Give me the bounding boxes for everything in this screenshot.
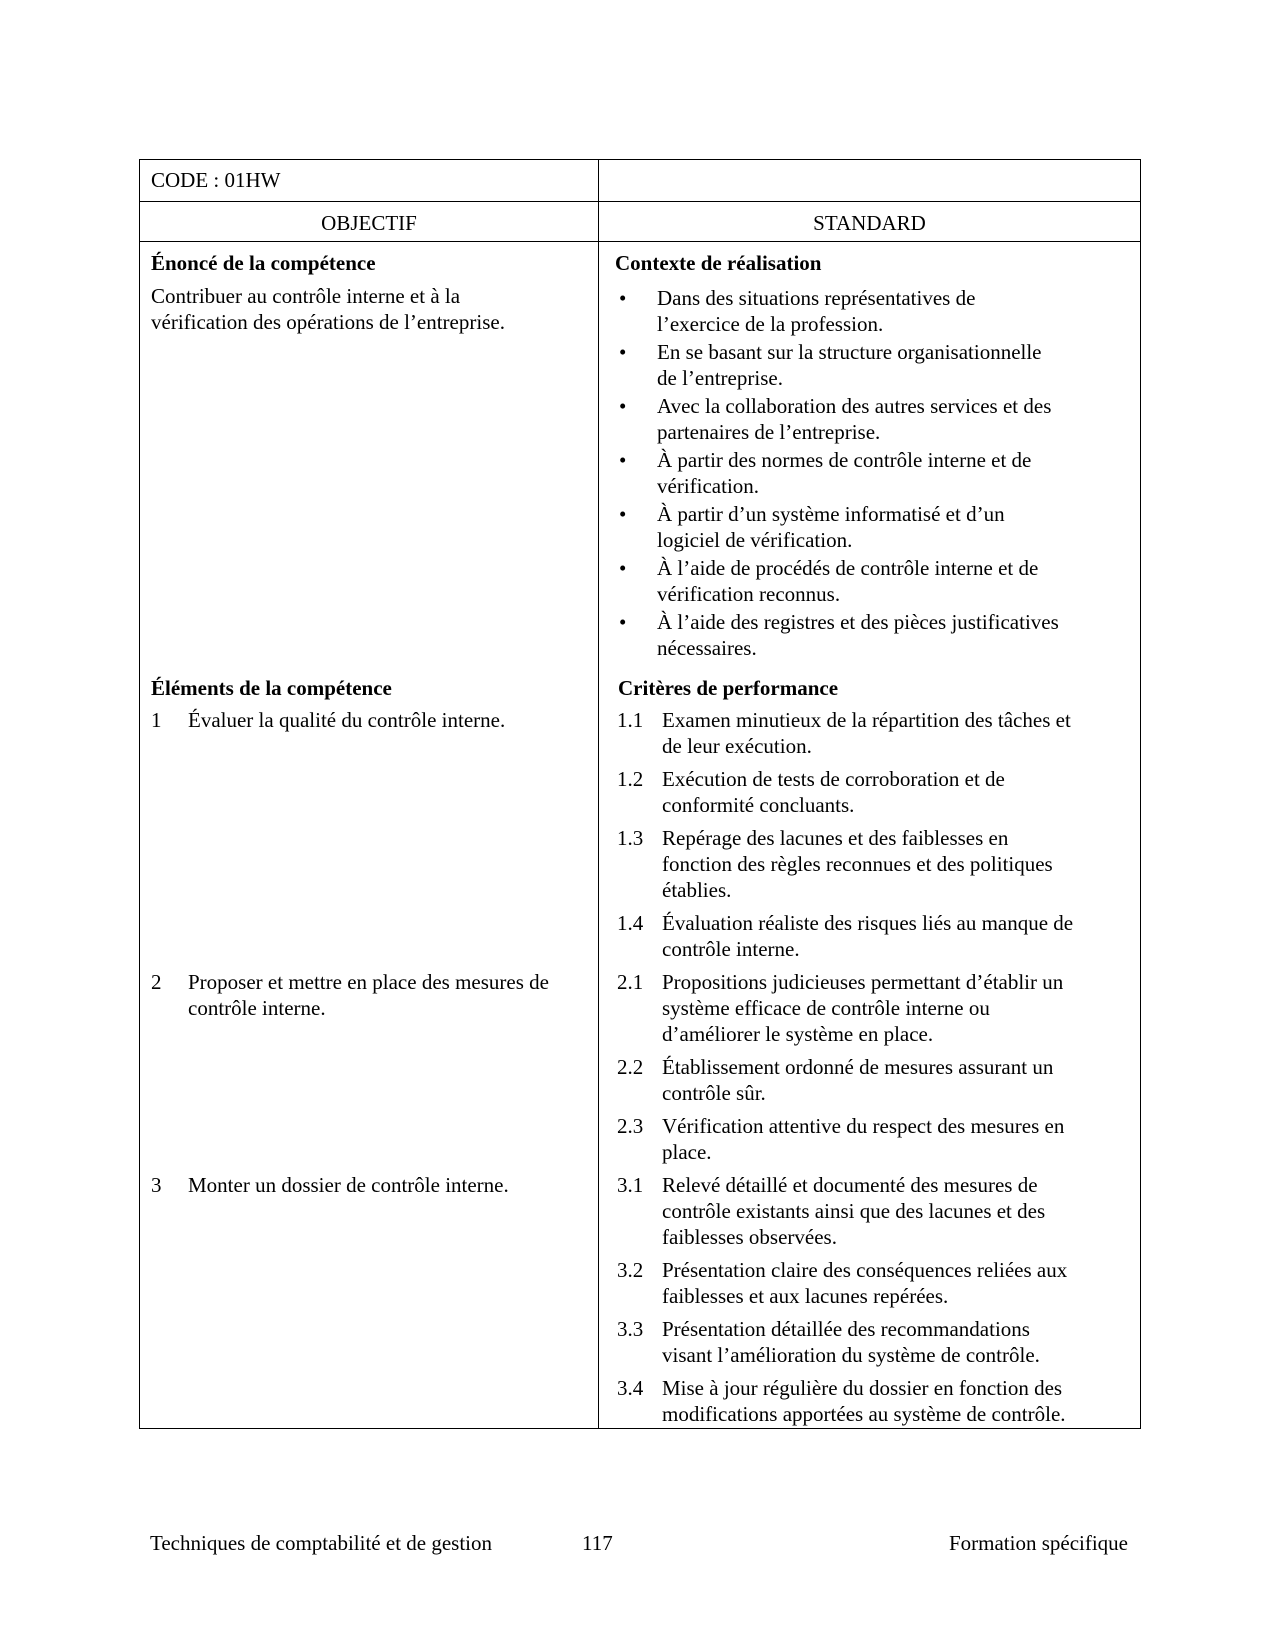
contexte-line: À partir d’un système informatisé et d’un [657, 502, 1005, 526]
criterion-number: 3.4 [617, 1376, 644, 1400]
enonce-block [151, 250, 588, 675]
criterion-line: faiblesses et aux lacunes repérées. [662, 1284, 949, 1308]
contexte-line: Avec la collaboration des autres services et des [657, 394, 1052, 418]
criterion-line: conformité concluants. [662, 793, 855, 817]
bullet: • [619, 448, 627, 472]
criterion-line: place. [662, 1140, 712, 1164]
element-number: 1 [151, 708, 162, 732]
criterion-line: Mise à jour régulière du dossier en fonction des [662, 1376, 1063, 1400]
criterion-line: contrôle interne. [662, 937, 800, 961]
element-3 [151, 1172, 588, 1198]
bullet: • [619, 286, 627, 310]
criterion [615, 1257, 1128, 1309]
contexte-line: de l’entreprise. [657, 366, 783, 390]
criteria-group-2 [615, 969, 1128, 1172]
contexte-line: vérification. [657, 474, 760, 498]
contexte-line: En se basant sur la structure organisationnelle [657, 340, 1042, 364]
criterion-number: 1.4 [617, 911, 644, 935]
contexte-item [615, 447, 1128, 499]
criterion-line: Relevé détaillé et documenté des mesures de [662, 1173, 1038, 1197]
enonce-heading: Énoncé de la compétence [151, 251, 376, 275]
criterion-line: établies. [662, 878, 732, 902]
contexte-line: À partir des normes de contrôle interne et de [657, 448, 1032, 472]
contexte-line: partenaires de l’entreprise. [657, 420, 881, 444]
code-label: CODE : 01HW [151, 168, 281, 192]
criterion [615, 1054, 1128, 1106]
contexte-heading: Contexte de réalisation [615, 251, 822, 275]
criterion-line: Repérage des lacunes et des faiblesses en [662, 826, 1009, 850]
criterion-line: contrôle sûr. [662, 1081, 766, 1105]
bullet: • [619, 502, 627, 526]
element-number: 3 [151, 1173, 162, 1197]
criterion-line: visant l’amélioration du système de contrôle. [662, 1343, 1040, 1367]
contexte-item [615, 339, 1128, 391]
criteria-group-3 [615, 1172, 1128, 1427]
contexte-item [615, 393, 1128, 445]
code-empty-cell [599, 160, 1141, 202]
criterion-line: Vérification attentive du respect des mesures en [662, 1114, 1065, 1138]
criterion-line: faiblesses observées. [662, 1225, 837, 1249]
element-1 [151, 707, 588, 969]
footer-program: Techniques de comptabilité et de gestion [150, 1531, 493, 1555]
criterion-number: 1.2 [617, 767, 644, 791]
criterion [615, 1316, 1128, 1368]
criteres-heading: Critères de performance [618, 676, 839, 700]
criteria-group-1 [615, 707, 1128, 969]
contexte-line: vérification reconnus. [657, 582, 841, 606]
contexte-line: nécessaires. [657, 636, 757, 660]
element-number: 2 [151, 970, 162, 994]
element-text [188, 707, 588, 969]
bullet: • [619, 394, 627, 418]
objectif-header: OBJECTIF [140, 202, 599, 242]
criterion [615, 825, 1128, 903]
contexte-line: À l’aide de procédés de contrôle interne et de [657, 556, 1039, 580]
element-line: Évaluer la qualité du contrôle interne. [188, 708, 506, 732]
footer-page-number: 117 [582, 1531, 613, 1555]
criterion-line: système efficace de contrôle interne ou [662, 996, 990, 1020]
standard-header: STANDARD [599, 202, 1141, 242]
contexte-item [615, 555, 1128, 607]
criterion-number: 3.1 [617, 1173, 644, 1197]
competency-table [139, 159, 1141, 1429]
criterion [615, 1172, 1128, 1250]
criterion [615, 969, 1128, 1047]
bullet: • [619, 556, 627, 580]
criterion-line: contrôle existants ainsi que des lacunes et des [662, 1199, 1046, 1223]
elements-heading: Éléments de la compétence [151, 676, 392, 700]
enonce-line: vérification des opérations de l’entreprise. [151, 310, 505, 334]
contexte-line: logiciel de vérification. [657, 528, 853, 552]
criterion-line: Examen minutieux de la répartition des tâches et [662, 708, 1071, 732]
criterion-number: 2.2 [617, 1055, 644, 1079]
bullet: • [619, 610, 627, 634]
contexte-line: Dans des situations représentatives de [657, 286, 976, 310]
contexte-item [615, 285, 1128, 337]
criterion-line: d’améliorer le système en place. [662, 1022, 934, 1046]
element-line: Proposer et mettre en place des mesures de [188, 970, 549, 994]
criterion-number: 1.1 [617, 708, 644, 732]
element-2 [151, 969, 588, 1172]
contexte-item [615, 609, 1128, 661]
objectif-column [140, 242, 599, 1429]
criterion-number: 2.1 [617, 970, 644, 994]
criterion [615, 707, 1128, 759]
criterion [615, 1113, 1128, 1165]
criterion-number: 3.2 [617, 1258, 644, 1282]
criterion [615, 910, 1128, 962]
element-line: contrôle interne. [188, 996, 326, 1020]
criterion-line: de leur exécution. [662, 734, 812, 758]
element-text [188, 969, 588, 1172]
criterion [615, 766, 1128, 818]
criterion-line: Évaluation réaliste des risques liés au manque de [662, 911, 1074, 935]
footer-section: Formation spécifique [948, 1531, 1128, 1555]
criterion-line: Présentation claire des conséquences reliées aux [662, 1258, 1068, 1282]
criterion-line: Établissement ordonné de mesures assurant un [662, 1055, 1054, 1079]
criterion [615, 1375, 1128, 1427]
element-line: Monter un dossier de contrôle interne. [188, 1173, 509, 1197]
criterion-line: modifications apportées au système de contrôle. [662, 1402, 1066, 1426]
contexte-line: À l’aide des registres et des pièces justificatives [657, 610, 1059, 634]
contexte-line: l’exercice de la profession. [657, 312, 884, 336]
criterion-line: Présentation détaillée des recommandations [662, 1317, 1030, 1341]
element-text [188, 1172, 588, 1198]
code-cell [140, 160, 599, 202]
bullet: • [619, 340, 627, 364]
criterion-number: 2.3 [617, 1114, 644, 1138]
criterion-number: 1.3 [617, 826, 644, 850]
criterion-line: Propositions judicieuses permettant d’établir un [662, 970, 1064, 994]
criterion-line: fonction des règles reconnues et des politiques [662, 852, 1053, 876]
criterion-line: Exécution de tests de corroboration et de [662, 767, 1005, 791]
criterion-number: 3.3 [617, 1317, 644, 1341]
contexte-block [615, 250, 1128, 675]
standard-column [599, 242, 1141, 1429]
enonce-line: Contribuer au contrôle interne et à la [151, 284, 461, 308]
contexte-item [615, 501, 1128, 553]
